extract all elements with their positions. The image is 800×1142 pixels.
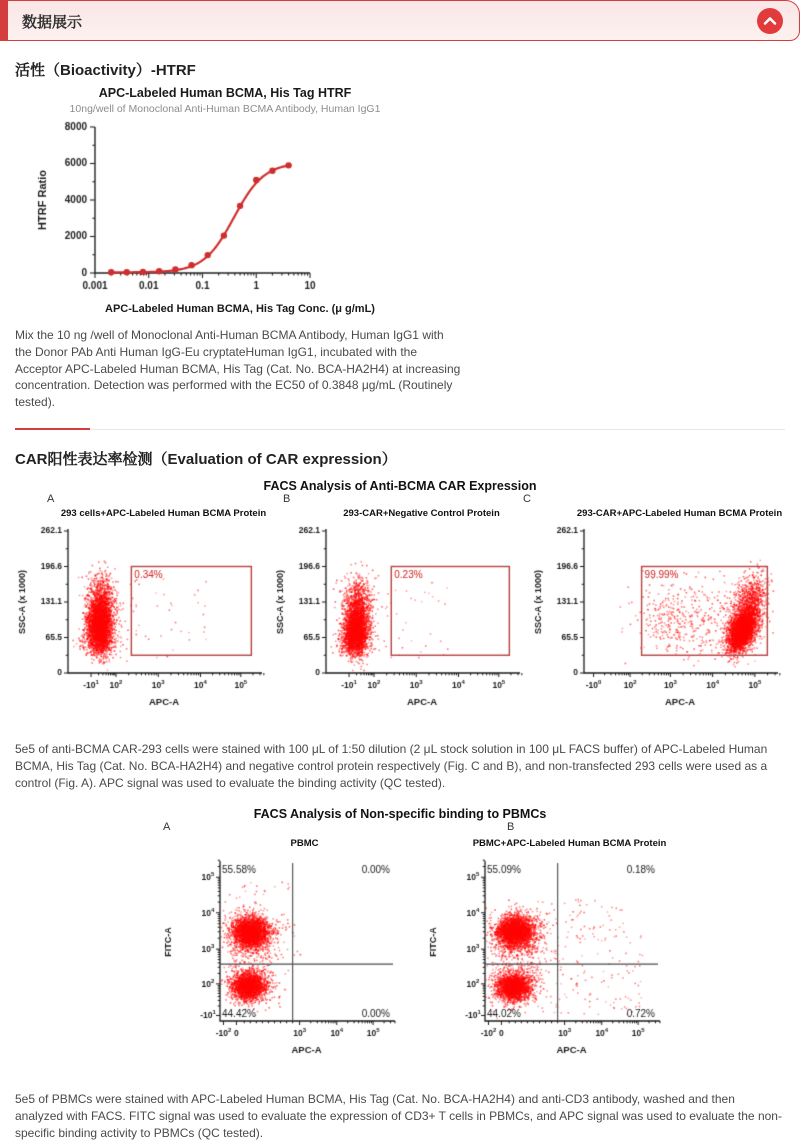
bioactivity-heading: 活性（Bioactivity）-HTRF: [15, 62, 196, 79]
pbmc-panel-b-title: PBMC+APC-Labeled Human BCMA Protein: [472, 838, 667, 850]
chevron-up-icon: [757, 8, 783, 34]
pbmc-panel-a-canvas: [158, 851, 423, 1079]
facs-panel-c: [528, 508, 786, 729]
facs-panel-a-canvas: [12, 521, 270, 729]
facs-panel-b-canvas: [270, 521, 528, 729]
facs-panel-b-title: 293-CAR+Negative Control Protein: [343, 507, 500, 519]
panel-letter-b: B: [283, 492, 291, 505]
pbmc-panel-row: [158, 838, 800, 1079]
facs-panel-c-title: 293-CAR+APC-Labeled Human BCMA Protein: [576, 507, 783, 519]
pbmc-panel-a-title: PBMC: [290, 838, 319, 850]
htrf-chart-title: APC-Labeled Human BCMA, His Tag HTRF: [98, 86, 352, 100]
facs-panel-b: [270, 508, 528, 729]
header-title: 数据展示: [22, 14, 83, 31]
facs-panel-c-canvas: [528, 521, 786, 729]
header-accent-bar: [0, 1, 8, 40]
facs-pbmc-figure-title: FACS Analysis of Non-specific binding to PBMCs: [253, 807, 547, 822]
facs-panel-a: [12, 508, 270, 729]
pbmc-panel-b-canvas: [423, 851, 688, 1079]
pbmc-letter-b: B: [507, 821, 515, 834]
pbmc-panel-a: [158, 838, 423, 1079]
pbmc-letter-a: A: [163, 821, 171, 834]
pbmc-letter-row: [0, 821, 800, 838]
data-display-header: [0, 0, 800, 41]
facs-car-description: 5e5 of anti-BCMA CAR-293 cells were stained with 100 μL of 1:50 dilution (2 μL stock solution in 100 μL FACS buffer) of APC-Labeled Human BCMA, His Tag (Cat. No. BCA-HA2H4) and negative control protein respectively (Fig. C and B), and non-transfected 293 cells were used as a control (Fig. A). APC signal was used to evaluate the binding activity (QC tested).: [15, 741, 768, 790]
htrf-chart-subtitle: 10ng/well of Monoclonal Anti-Human BCMA Antibody, Human IgG1: [69, 103, 381, 115]
htrf-x-axis-label: APC-Labeled Human BCMA, His Tag Conc. (μ g/mL): [105, 303, 375, 315]
facs-car-panel-row: [12, 508, 800, 729]
facs-panel-a-title: 293 cells+APC-Labeled Human BCMA Protein: [60, 507, 267, 519]
htrf-description: Mix the 10 ng /well of Monoclonal Anti-Human BCMA Antibody, Human IgG1 with the Donor PAb Anti Human IgG-Eu cryptateHuman IgG1, incubated with the Acceptor APC-Labeled Human BCMA, His Tag (Cat. No. BCA-HA2H4) at increasing concentration. Detection was performed with the EC50 of 0.3848 μg/mL (Routinely tested).: [15, 328, 461, 410]
collapse-button[interactable]: [757, 8, 783, 34]
facs-car-figure-title: FACS Analysis of Anti-BCMA CAR Expression: [263, 478, 537, 493]
pbmc-description: 5e5 of PBMCs were stained with APC-Labeled Human BCMA, His Tag (Cat. No. BCA-HA2H4) and anti-CD3 antibody, washed and then analyzed with FACS. FITC signal was used to evaluate the expression of CD3+ T cells in PBMCs, and APC signal was used to evaluate the non-specific binding activity to PBMCs (QC tested).: [15, 1092, 782, 1140]
car-expression-heading: CAR阳性表达率检测（Evaluation of CAR expression）: [15, 450, 397, 468]
section-divider: [15, 429, 785, 430]
htrf-figure: [30, 86, 420, 315]
panel-letter-row: [0, 493, 800, 508]
htrf-chart-canvas: [30, 115, 420, 303]
panel-letter-c: C: [523, 492, 531, 505]
panel-letter-a: A: [47, 492, 55, 505]
pbmc-panel-b: [423, 838, 688, 1079]
